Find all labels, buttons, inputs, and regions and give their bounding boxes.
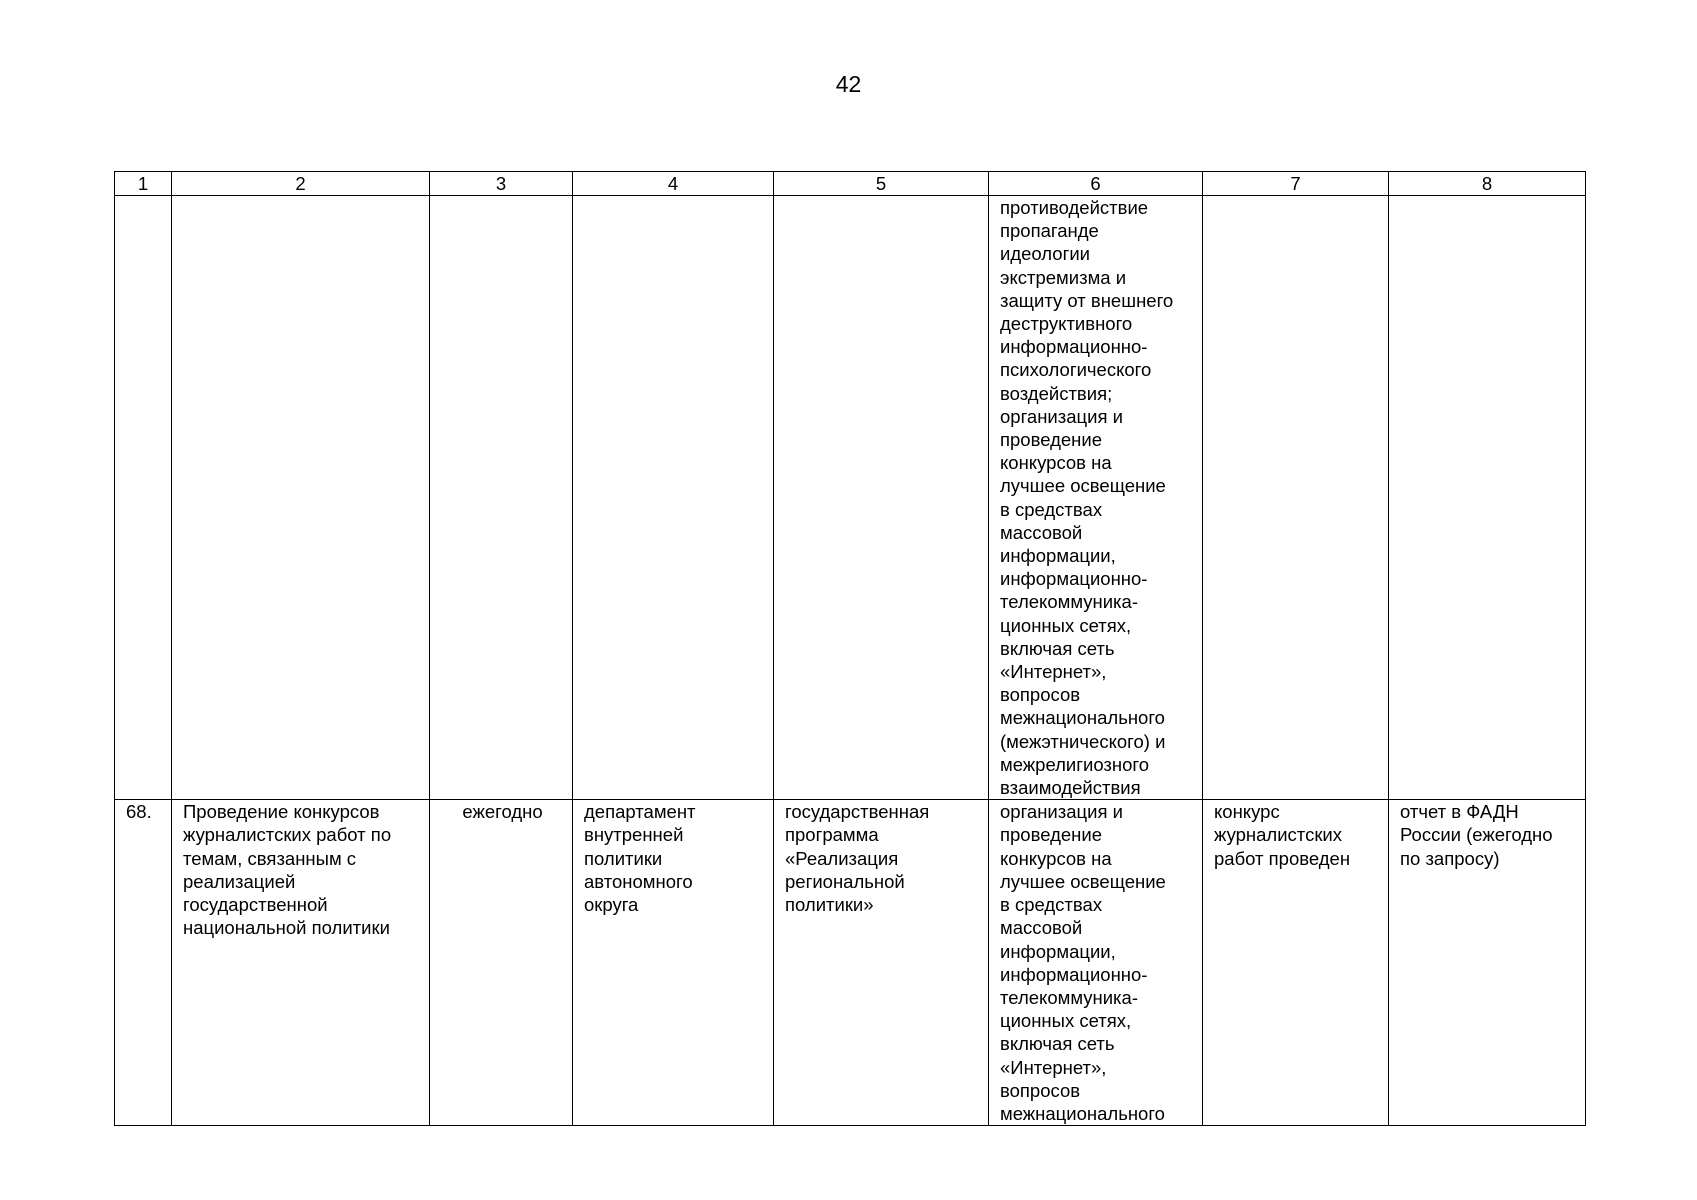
table-row-continuation xyxy=(115,196,1586,800)
table-row-68 xyxy=(115,800,1586,1126)
responsible-cell: департамент внутренней политики автономного округа xyxy=(573,800,774,1126)
row-number-cell: 68. xyxy=(115,800,172,1126)
result-cell xyxy=(1203,196,1389,800)
event-cell: Проведение конкурсов журналистских работ по темам, связанным с реализацией государственной национальной политики xyxy=(172,800,430,1126)
goal-cell: противодействие пропаганде идеологии экстремизма и защиту от внешнего деструктивного информационно- психологического воздействия; организация и проведение конкурсов на лучшее освещение в средствах массовой информации, информационно- телекоммуника- ционных сетях, включая сеть «Интернет», вопросов межнационального (межэтнического) и межрелигиозного взаимодействия xyxy=(989,196,1203,800)
result-cell: конкурс журналистских работ проведен xyxy=(1203,800,1389,1126)
report-cell xyxy=(1389,196,1586,800)
row-number-cell xyxy=(115,196,172,800)
report-cell: отчет в ФАДН России (ежегодно по запросу) xyxy=(1389,800,1586,1126)
column-number-4: 4 xyxy=(573,172,774,196)
deadline-cell xyxy=(430,196,573,800)
responsible-cell xyxy=(573,196,774,800)
deadline-cell: ежегодно xyxy=(430,800,573,1126)
column-number-7: 7 xyxy=(1203,172,1389,196)
column-number-2: 2 xyxy=(172,172,430,196)
page-number: 42 xyxy=(835,71,862,97)
column-number-row xyxy=(115,172,1586,196)
column-number-8: 8 xyxy=(1389,172,1586,196)
plan-table xyxy=(114,171,1586,1126)
column-number-3: 3 xyxy=(430,172,573,196)
column-number-6: 6 xyxy=(989,172,1203,196)
source-cell: государственная программа «Реализация региональной политики» xyxy=(774,800,989,1126)
column-number-5: 5 xyxy=(774,172,989,196)
event-cell xyxy=(172,196,430,800)
column-number-1: 1 xyxy=(115,172,172,196)
goal-cell: организация и проведение конкурсов на лучшее освещение в средствах массовой информации, информационно- телекоммуника- ционных сетях, включая сеть «Интернет», вопросов межнационального xyxy=(989,800,1203,1126)
source-cell xyxy=(774,196,989,800)
